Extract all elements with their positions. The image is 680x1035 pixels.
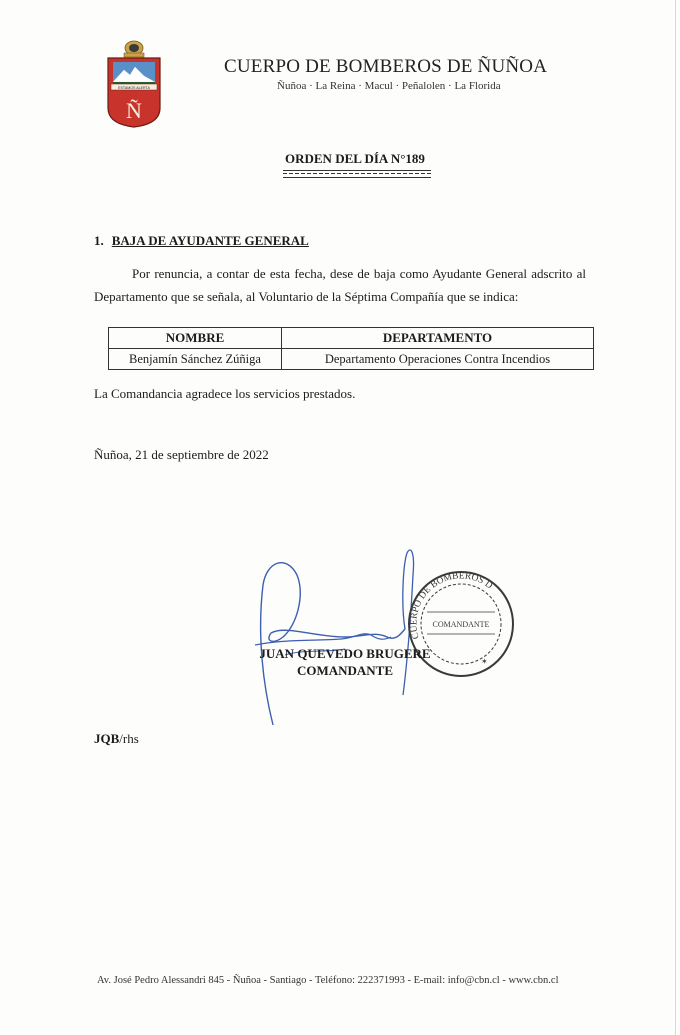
signer-block xyxy=(230,645,460,679)
section-paragraph xyxy=(94,262,586,308)
seal-ring-text: CUERPO DE BOMBEROS D xyxy=(409,571,495,640)
order-title-double-underline xyxy=(283,170,431,178)
section-heading-text: BAJA DE AYUDANTE GENERAL xyxy=(111,233,309,248)
table-row xyxy=(109,349,594,370)
page-edge-line xyxy=(675,0,676,1035)
order-title: ORDEN DEL DÍA N°189 xyxy=(285,151,425,166)
seal-center-text: COMANDANTE xyxy=(432,620,490,629)
table-cell-name: Benjamín Sánchez Zúñiga xyxy=(109,349,282,370)
table-header-nombre: NOMBRE xyxy=(109,328,282,349)
svg-text:CUERPO DE BOMBEROS D xyxy=(409,571,494,640)
crest-letter: Ñ xyxy=(126,98,142,123)
section-heading xyxy=(94,233,309,249)
reference-initials xyxy=(94,731,139,747)
initials-bold: JQB xyxy=(94,731,120,746)
section-number: 1. xyxy=(94,233,104,248)
crest-motto: ESTAMOS ALERTA xyxy=(118,86,150,90)
personnel-table xyxy=(108,327,594,370)
table-header-row xyxy=(109,328,594,349)
fire-brigade-crest-icon xyxy=(104,38,164,128)
signer-name: JUAN QUEVEDO BRUGERE xyxy=(259,646,431,661)
table-cell-department: Departamento Operaciones Contra Incendios xyxy=(282,349,594,370)
footer-contact: Av. José Pedro Alessandri 845 - Ñuñoa - Santiago - Teléfono: 222371993 - E-mail: info@cbn.cl - www.cbn.cl xyxy=(97,975,559,986)
date-line: Ñuñoa, 21 de septiembre de 2022 xyxy=(94,447,269,462)
thanks-line: La Comandancia agradece los servicios prestados. xyxy=(94,386,356,401)
seal-star-icon: ✶ xyxy=(481,657,488,666)
organization-subtitle: Ñuñoa · La Reina · Macul · Peñalolen · La Florida xyxy=(277,80,501,92)
initials-rest: /rhs xyxy=(119,731,139,746)
organization-title: CUERPO DE BOMBEROS DE ÑUÑOA xyxy=(224,56,548,77)
table-header-departamento: DEPARTAMENTO xyxy=(282,328,594,349)
section-paragraph-text: Por renuncia, a contar de esta fecha, dese de baja como Ayudante General adscrito al Departamento que se señala, al Voluntario de la Séptima Compañía que se indica: xyxy=(94,266,586,304)
signer-role: COMANDANTE xyxy=(296,663,394,678)
